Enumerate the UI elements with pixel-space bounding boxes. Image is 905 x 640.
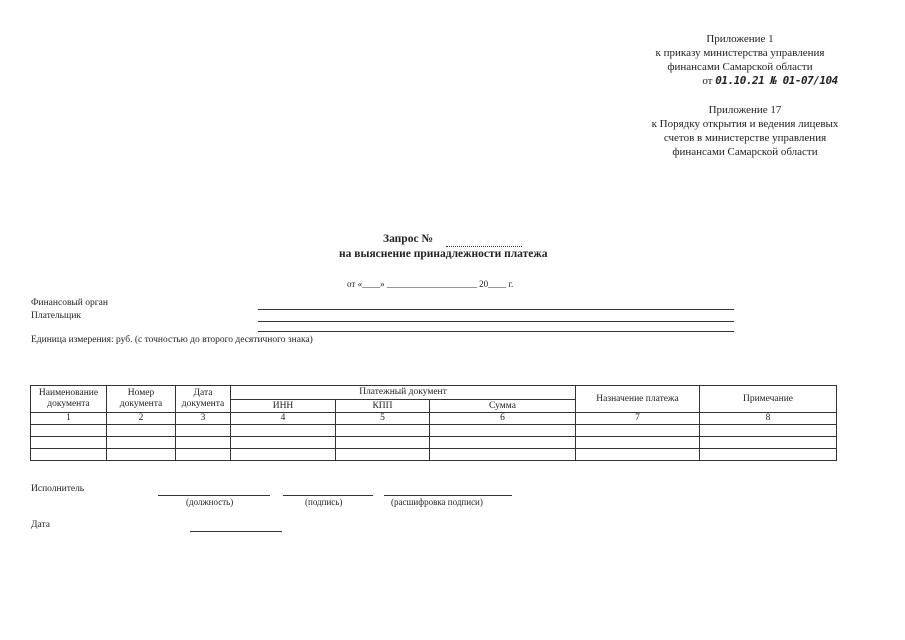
- executor-label: Исполнитель: [31, 484, 85, 494]
- decode-line: [384, 495, 512, 496]
- procedure-line-2: счетов в министерстве управления: [663, 132, 827, 144]
- table-row: [31, 449, 837, 461]
- col-doc-name: Наименование документа: [31, 386, 107, 413]
- table-cell: [336, 425, 430, 437]
- table-cell: [107, 437, 176, 449]
- header-procedure-block: [605, 103, 885, 159]
- table-cell: [107, 425, 176, 437]
- col-sum: Сумма: [430, 400, 576, 413]
- financial-body-label: Финансовый орган: [31, 298, 108, 308]
- decode-caption: (расшифровка подписи): [391, 497, 483, 507]
- table-cell: 8: [700, 413, 837, 425]
- order-date-line: [600, 74, 880, 88]
- date-label: Дата: [31, 520, 50, 530]
- order-from-label: от: [702, 75, 713, 87]
- col-doc-date: Дата документа: [176, 386, 231, 413]
- handwritten-order-number: 01.10.21 № 01-07/104: [715, 74, 838, 87]
- group-payment-doc: Платежный документ: [231, 386, 576, 400]
- procedure-line-1: к Порядку открытия и ведения лицевых: [651, 118, 839, 130]
- sign-line: [283, 495, 373, 496]
- request-title: [383, 233, 433, 245]
- order-line-1: к приказу министерства управления: [655, 47, 825, 59]
- date-line: [190, 531, 282, 532]
- table-cell: [31, 425, 107, 437]
- col-note: Примечание: [700, 386, 837, 413]
- payer-line-1: [258, 321, 734, 322]
- table-number-row: [31, 413, 837, 425]
- financial-body-line: [258, 309, 734, 310]
- table-cell: [576, 449, 700, 461]
- table-cell: 2: [107, 413, 176, 425]
- order-line-2: финансами Самарской области: [667, 61, 813, 73]
- header-order-block: [600, 32, 880, 88]
- table-cell: 1: [31, 413, 107, 425]
- table-cell: 6: [430, 413, 576, 425]
- table-cell: [336, 437, 430, 449]
- payer-line-2: [258, 331, 734, 332]
- table-cell: [430, 449, 576, 461]
- request-subject: на выяснение принадлежности платежа: [339, 248, 548, 260]
- payment-table: [30, 385, 837, 461]
- table-cell: 4: [231, 413, 336, 425]
- table-cell: [231, 425, 336, 437]
- col-purpose: Назначение платежа: [576, 386, 700, 413]
- unit-label: Единица измерения: руб. (с точностью до второго десятичного знака): [31, 335, 313, 345]
- table-cell: [31, 449, 107, 461]
- payer-label: Плательщик: [31, 311, 82, 321]
- table-cell: [336, 449, 430, 461]
- col-doc-number: Номер документа: [107, 386, 176, 413]
- position-caption: (должность): [186, 497, 234, 507]
- col-inn: ИНН: [231, 400, 336, 413]
- table-cell: [107, 449, 176, 461]
- request-number-line: [446, 246, 522, 247]
- table-cell: [231, 437, 336, 449]
- table-cell: [576, 437, 700, 449]
- table-cell: [430, 425, 576, 437]
- table-cell: [176, 437, 231, 449]
- table-cell: [176, 449, 231, 461]
- request-date-line: от «____» ____________________ 20____ г.: [347, 279, 514, 289]
- table-cell: 3: [176, 413, 231, 425]
- table-cell: 7: [576, 413, 700, 425]
- table-cell: [231, 449, 336, 461]
- position-line: [158, 495, 270, 496]
- table-cell: [700, 437, 837, 449]
- table-cell: [430, 437, 576, 449]
- table-cell: [576, 425, 700, 437]
- table-row: [31, 425, 837, 437]
- table-row: [31, 437, 837, 449]
- appendix-1-label: Приложение 1: [706, 33, 774, 45]
- table-cell: [31, 437, 107, 449]
- table-cell: [176, 425, 231, 437]
- col-kpp: КПП: [336, 400, 430, 413]
- appendix-17-label: Приложение 17: [708, 104, 782, 116]
- table-cell: [700, 449, 837, 461]
- table-cell: 5: [336, 413, 430, 425]
- request-number-label: Запрос №: [383, 233, 433, 245]
- procedure-line-3: финансами Самарской области: [672, 146, 818, 158]
- table-cell: [700, 425, 837, 437]
- sign-caption: (подпись): [305, 497, 343, 507]
